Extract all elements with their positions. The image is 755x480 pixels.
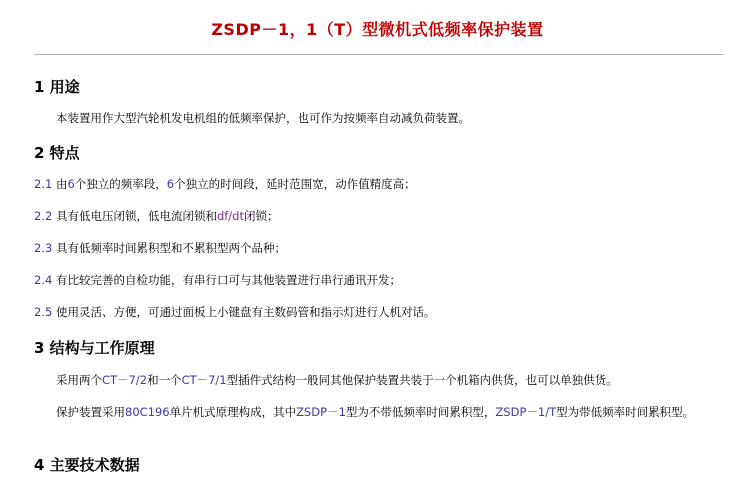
- item-text: 使用灵活、方便，可通过面板上小键盘有主数码管和指示灯进行人机对话。: [52, 305, 436, 319]
- item-text: 有比较完善的自检功能，有串行口可与其他装置进行串行通讯开发；: [52, 273, 401, 287]
- para-text: 型为不带低频率时间累积型，: [345, 405, 496, 419]
- item-text: 个独立的时间段，延时范围宽，动作值精度高；: [174, 177, 416, 191]
- section-heading-features: 2 特点: [34, 144, 80, 162]
- para-text: 单片机式原理构成，其中: [169, 405, 297, 419]
- item-text: 由: [52, 177, 68, 191]
- para-text: 和一个: [147, 373, 182, 387]
- model-80c196: 80C196: [125, 405, 170, 419]
- structure-paragraph-2: [34, 403, 724, 422]
- feature-item-2-2: [34, 207, 724, 226]
- item-number-inline: 6: [166, 177, 175, 191]
- item-term-dfdt: df/dt: [216, 209, 244, 223]
- item-number: 2.2: [34, 209, 53, 223]
- feature-item-2-4: [34, 271, 724, 290]
- item-text: 具有低频率时间累积型和不累积型两个品种；: [52, 241, 286, 255]
- structure-paragraph-1: [34, 371, 724, 390]
- para-text: 型插件式结构一般同其他保护装置共装于一个机箱内供货，也可以单独供货。: [226, 373, 618, 387]
- para-text: 保护装置采用: [56, 405, 125, 419]
- section-heading-structure: 3 结构与工作原理: [34, 339, 155, 357]
- para-text: 型为带低频率时间累积型。: [556, 405, 695, 419]
- item-number: 2.1: [34, 177, 53, 191]
- feature-item-2-3: [34, 239, 724, 258]
- feature-item-2-1: [34, 175, 724, 194]
- model-ct-7-2: CT－7/2: [102, 373, 148, 387]
- model-ct-7-1: CT－7/1: [181, 373, 227, 387]
- item-number: 2.3: [34, 241, 53, 255]
- section-heading-specs: 4 主要技术数据: [34, 456, 140, 474]
- item-number: 2.4: [34, 273, 53, 287]
- feature-item-2-5: [34, 303, 724, 322]
- title-divider: [34, 54, 724, 55]
- section-heading-purpose: 1 用途: [34, 78, 80, 96]
- purpose-paragraph: 本装置用作大型汽轮机发电机组的低频率保护，也可作为按频率自动减负荷装置。: [56, 111, 470, 125]
- item-text: 具有低电压闭锁，低电流闭锁和: [52, 209, 217, 223]
- model-zsdp-1-t: ZSDP－1/T: [495, 405, 557, 419]
- item-number: 2.5: [34, 305, 53, 319]
- page-title: ZSDP－1，1（T）型微机式低频率保护装置: [211, 20, 544, 39]
- para-text: 采用两个: [56, 373, 102, 387]
- item-text: 闭锁；: [244, 209, 279, 223]
- item-number-inline: 6: [67, 177, 75, 191]
- item-text: 个独立的频率段，: [74, 177, 167, 191]
- model-zsdp-1: ZSDP－1: [296, 405, 346, 419]
